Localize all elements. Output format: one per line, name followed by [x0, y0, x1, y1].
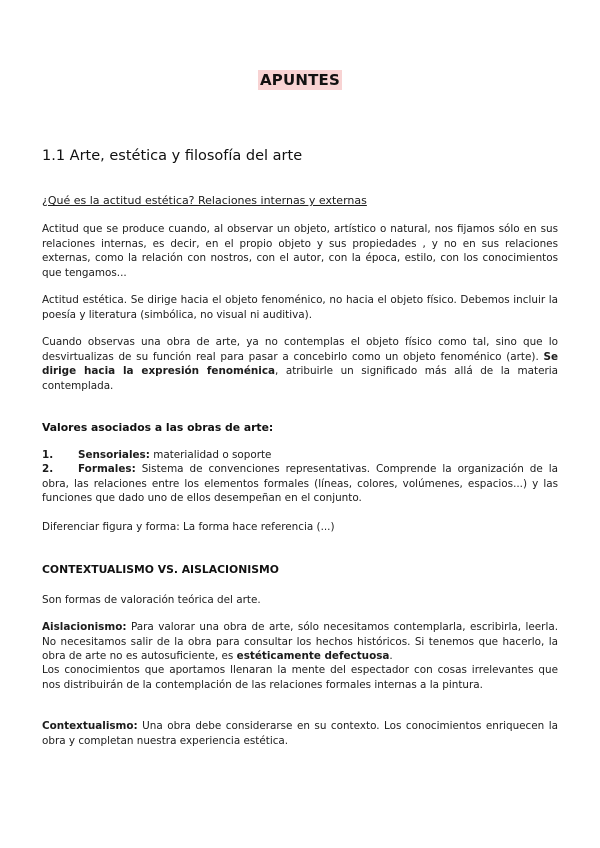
- section-title: 1.1 Arte, estética y filosofía del arte: [42, 148, 303, 164]
- page-title: APUNTES: [259, 71, 341, 89]
- list-label: Sensoriales:: [78, 449, 150, 461]
- aislacionismo-label: Aislacionismo:: [42, 621, 127, 633]
- paragraph-aislacionismo: [42, 620, 558, 664]
- valores-heading: Valores asociados a las obras de arte:: [42, 421, 274, 434]
- list-text: Sistema de convenciones representativas. Comprende la organización de la obra, las relaciones entre los elementos formales (líneas, colores, volúmenes, espacios...) y las funciones que dado uno de ellos desempeñan en el conjunto.: [42, 463, 558, 505]
- list-number: 2.: [42, 463, 54, 475]
- aislacionismo-text: Para valorar una obra de arte, sólo necesitamos contemplarla, escribirla, leerla. No necesitamos salir de la obra para consultar los hechos históricos. Si tenemos que hacerlo, la obra de arte no es autosuficiente, es: [42, 621, 558, 663]
- paragraph-conocimientos: Los conocimientos que aportamos llenaran la mente del espectador con cosas irrelevantes que nos distribuirán de la contemplación de las relaciones formales internas a la pintura.: [42, 664, 558, 691]
- paragraph-actitud: Actitud que se produce cuando, al observar un objeto, artístico o natural, nos fijamos sólo en sus relaciones internas, es decir, en el propio objeto y sus propiedades , y no en sus relaciones externas, como la relación con nostros, con el autor, con la época, estilo, con los conocimientos que tengamos...: [42, 223, 558, 279]
- paragraph-contextualismo: [42, 719, 558, 748]
- list-label: Formales:: [78, 463, 136, 475]
- contextualismo-heading: CONTEXTUALISMO VS. AISLACIONISMO: [42, 563, 279, 576]
- list-item: [42, 462, 558, 506]
- aislacionismo-bold: estéticamente defectuosa: [236, 650, 390, 663]
- paragraph-obra-de-arte: [42, 335, 558, 393]
- paragraph-ctx-intro: Son formas de valoración teórica del arte.: [42, 594, 261, 606]
- list-number: 1.: [42, 449, 54, 461]
- p3-bold: Se dirige hacia la expresión fenoménica: [42, 350, 558, 378]
- subheading: ¿Qué es la actitud estética? Relaciones internas y externas: [42, 194, 367, 207]
- contextualismo-text: Una obra debe considerarse en su contexto. Los conocimientos enriquecen la obra y completan nuestra experiencia estética.: [42, 720, 558, 747]
- paragraph-actitud-estetica: Actitud estética. Se dirige hacia el objeto fenoménico, no hacia el objeto físico. Debemos incluir la poesía y literatura (simbólica, no visual ni auditiva).: [42, 294, 558, 321]
- list-text: materialidad o soporte: [149, 449, 272, 461]
- paragraph-diferenciar: Diferenciar figura y forma: La forma hace referencia (...): [42, 521, 335, 533]
- p3-text-a: Cuando observas una obra de arte, ya no contemplas el objeto físico como tal, sino que lo desvirtualizas de su función real para pasar a concebirlo como un objeto fenoménico (arte).: [42, 336, 558, 363]
- p3-text-c: , atribuirle un significado más allá de la materia contemplada.: [42, 365, 558, 392]
- list-item: [42, 448, 558, 463]
- contextualismo-label: Contextualismo:: [42, 720, 138, 732]
- aislacionismo-end: .: [389, 650, 393, 663]
- title-wrapper: [0, 70, 600, 90]
